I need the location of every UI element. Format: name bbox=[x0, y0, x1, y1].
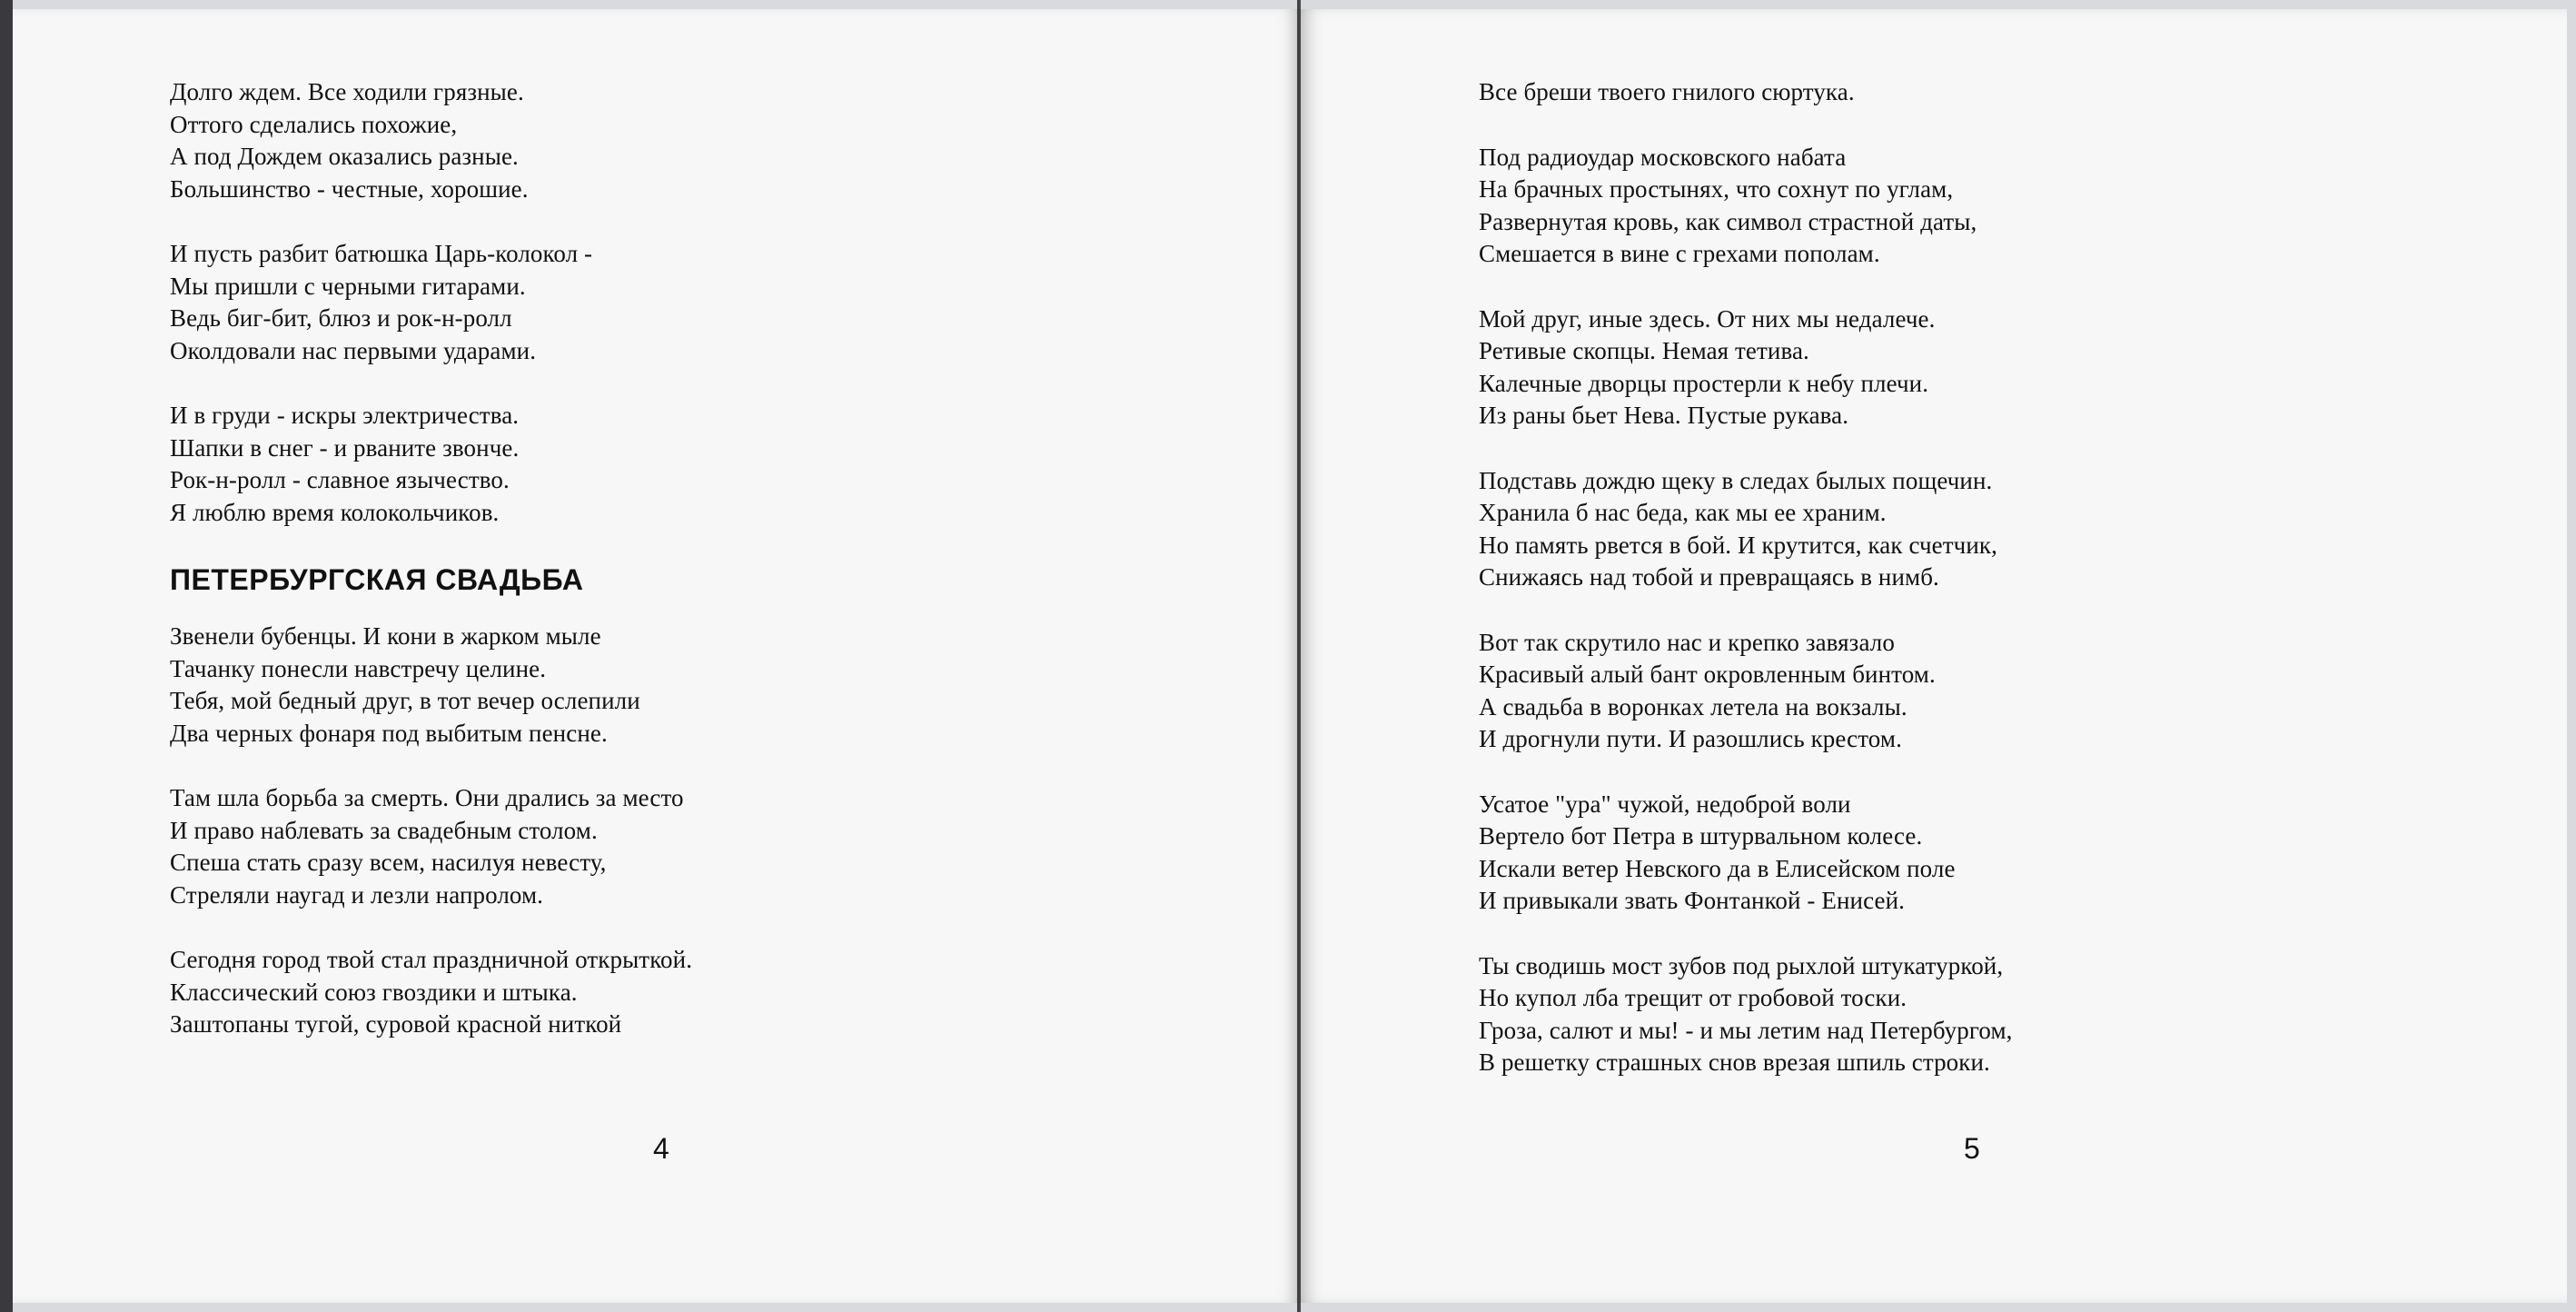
poem-title: ПЕТЕРБУРГСКАЯ СВАДЬБА bbox=[170, 563, 584, 596]
verse-line: Ретивые скопцы. Немая тетива. bbox=[1479, 337, 1809, 364]
verse-line: На брачных простынях, что сохнут по углам, bbox=[1479, 175, 1954, 203]
verse-line: Оттого сделались похожие, bbox=[170, 110, 458, 138]
verse-line: И пусть разбит батюшка Царь-колокол - bbox=[170, 240, 593, 267]
scan-edge bbox=[0, 0, 13, 1312]
verse-line: Развернутая кровь, как символ страстной даты, bbox=[1479, 207, 1977, 235]
verse-line: Но память рвется в бой. И крутится, как счетчик, bbox=[1479, 531, 1997, 559]
verse-line: Звенели бубенцы. И кони в жарком мыле bbox=[170, 622, 601, 650]
verse-line: Подставь дождю щеку в следах былых пощечин. bbox=[1479, 466, 1993, 494]
verse-line: Из раны бьет Нева. Пустые рукава. bbox=[1479, 402, 1849, 429]
right-page-text bbox=[1479, 76, 2012, 1112]
verse-line: Смешается в вине с грехами пополам. bbox=[1479, 240, 1880, 267]
verse-line: Стреляли наугад и лезли напролом. bbox=[170, 880, 544, 909]
verse-line: Сегодня город твой стал праздничной открыткой. bbox=[170, 946, 693, 973]
verse-line: И привыкали звать Фонтанкой - Енисей. bbox=[1479, 887, 1905, 914]
verse-line: Под радиоудар московского набата bbox=[1479, 143, 1847, 171]
verse-line: И дрогнули пути. И разошлись крестом. bbox=[1479, 725, 1902, 752]
verse-line: Мы пришли с черными гитарами. bbox=[170, 272, 526, 300]
verse-line: Тачанку понесли навстречу целине. bbox=[170, 654, 547, 682]
verse-line: Ведь биг-бит, блюз и рок-н-ролл bbox=[170, 304, 512, 332]
verse-line: В решетку страшных снов врезая шпиль строки. bbox=[1479, 1049, 1990, 1076]
verse-line: Вот так скрутило нас и крепко завязало bbox=[1479, 628, 1895, 656]
verse-line: Я люблю время колокольчиков. bbox=[170, 498, 500, 526]
stanza bbox=[1479, 303, 2012, 432]
left-page-text bbox=[170, 76, 692, 1074]
verse-line: Спеша стать сразу всем, насилуя невесту, bbox=[170, 849, 607, 876]
verse-line: Заштопаны тугой, суровой красной ниткой bbox=[170, 1010, 622, 1038]
verse-line: Усатое "ура" чужой, недоброй воли bbox=[1479, 790, 1851, 818]
stanza bbox=[170, 944, 692, 1041]
verse-line: И в груди - искры электричества. bbox=[170, 402, 520, 429]
verse-line: Околдовали нас первыми ударами. bbox=[170, 336, 537, 364]
stanza bbox=[1479, 465, 2012, 594]
right-page bbox=[1299, 9, 2567, 1303]
stanza bbox=[1479, 142, 2012, 271]
verse-line: Тебя, мой бедный друг, в тот вечер ослепили bbox=[170, 687, 640, 714]
verse-line: Рок-н-ролл - славное язычество. bbox=[170, 466, 510, 493]
verse-line: А под Дождем оказались разные. bbox=[170, 143, 519, 170]
verse-line: Гроза, салют и мы! - и мы летим над Петербургом, bbox=[1479, 1016, 2013, 1044]
verse-line: Долго ждем. Все ходили грязные. bbox=[170, 78, 524, 105]
verse-line: Два черных фонаря под выбитым пенсне. bbox=[170, 719, 608, 747]
page-number: 4 bbox=[653, 1132, 669, 1165]
stanza bbox=[1479, 627, 2012, 756]
verse-line: Снижаясь над тобой и превращаясь в нимб. bbox=[1479, 563, 1939, 591]
verse-line: Но купол лба трещит от гробовой тоски. bbox=[1479, 984, 1907, 1011]
stanza bbox=[170, 400, 692, 529]
verse-line: И право наблевать за свадебным столом. bbox=[170, 816, 598, 844]
stanza bbox=[170, 782, 692, 911]
stanza bbox=[170, 238, 692, 367]
book-spine bbox=[1297, 0, 1301, 1312]
page-number: 5 bbox=[1964, 1132, 1980, 1165]
verse-line: Все бреши твоего гнилого сюртука. bbox=[1479, 78, 1855, 105]
stanza bbox=[1479, 76, 2012, 109]
stanza bbox=[170, 621, 692, 750]
verse-line: Вертело бот Петра в штурвальном колесе. bbox=[1479, 822, 1923, 850]
verse-line: Калечные дворцы простерли к небу плечи. bbox=[1479, 369, 1929, 397]
left-page bbox=[13, 9, 1299, 1303]
verse-line: Большинство - честные, хорошие. bbox=[170, 174, 529, 203]
verse-line: Искали ветер Невского да в Елисейском поле bbox=[1479, 854, 1956, 882]
verse-line: Хранила б нас беда, как мы ее храним. bbox=[1479, 499, 1887, 526]
verse-line: Классический союз гвоздики и штыка. bbox=[170, 978, 578, 1006]
stanza bbox=[1479, 950, 2012, 1079]
verse-line: Красивый алый бант окровленным бинтом. bbox=[1479, 661, 1936, 688]
verse-line: Ты сводишь мост зубов под рыхлой штукатуркой, bbox=[1479, 951, 2004, 979]
verse-line: Там шла борьба за смерть. Они дрались за место bbox=[170, 784, 684, 811]
stanza bbox=[170, 76, 692, 205]
stanza bbox=[1479, 789, 2012, 918]
verse-line: А свадьба в воронках летела на вокзалы. bbox=[1479, 692, 1907, 721]
verse-line: Мой друг, иные здесь. От них мы недалече. bbox=[1479, 304, 1936, 333]
verse-line: Шапки в снег - и рваните звонче. bbox=[170, 433, 520, 462]
